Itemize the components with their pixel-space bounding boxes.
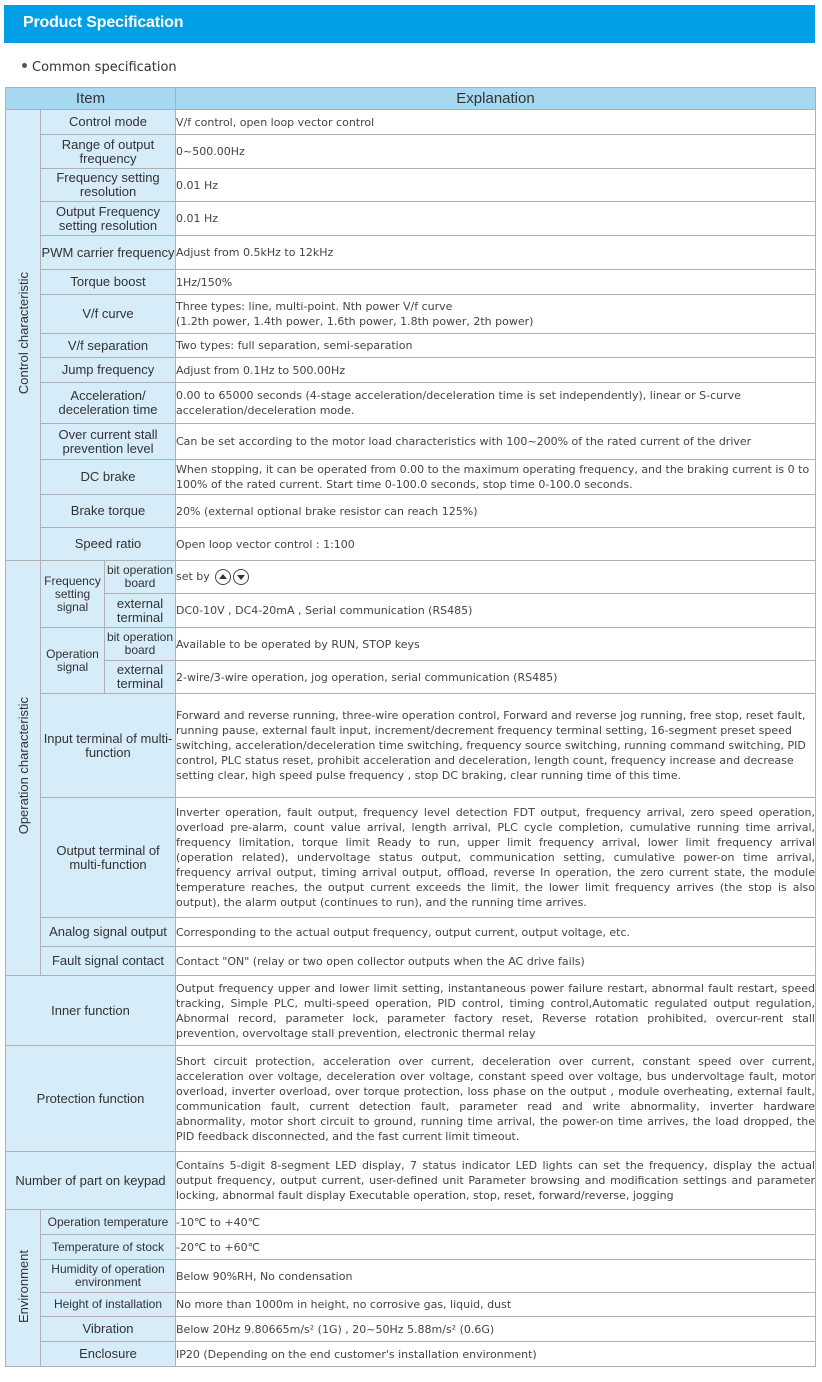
sub-item-label: external terminal <box>105 594 176 628</box>
table-row <box>6 947 816 976</box>
item-label: Jump frequency <box>41 358 176 383</box>
table-row <box>6 661 816 694</box>
table-row <box>6 528 816 561</box>
item-label: Range of output frequency <box>41 135 176 169</box>
item-value: No more than 1000m in height, no corrosive gas, liquid, dust <box>176 1293 816 1317</box>
item-label: Height of installation <box>41 1293 176 1317</box>
table-row <box>6 1046 816 1152</box>
item-label: Frequency setting resolution <box>41 169 176 202</box>
item-value: 2-wire/3-wire operation, jog operation, serial communication (RS485) <box>176 661 816 694</box>
table-row <box>6 594 816 628</box>
item-value: 0.01 Hz <box>176 169 816 202</box>
table-row <box>6 383 816 424</box>
item-label: DC brake <box>41 460 176 495</box>
table-row <box>6 460 816 495</box>
item-value: 0.00 to 65000 seconds (4-stage acceleration/deceleration time is set independently), linear or S-curve acceleration/deceleration mode. <box>176 383 816 424</box>
section-control <box>6 110 41 561</box>
item-value: 0~500.00Hz <box>176 135 816 169</box>
section-banner <box>4 5 815 43</box>
operation-signal-label: Operation signal <box>41 628 105 694</box>
item-label: Humidity of operation environment <box>41 1260 176 1293</box>
item-value: Adjust from 0.1Hz to 500.00Hz <box>176 358 816 383</box>
item-label: Inner function <box>6 976 176 1046</box>
table-row <box>6 358 816 383</box>
table-row <box>6 1235 816 1260</box>
table-row <box>6 270 816 295</box>
specification-table <box>5 87 816 1367</box>
item-value: Open loop vector control : 1:100 <box>176 528 816 561</box>
item-label: Input terminal of multi-function <box>41 694 176 798</box>
item-value: 20% (external optional brake resistor can reach 125%) <box>176 495 816 528</box>
table-row <box>6 1152 816 1210</box>
table-header-row <box>6 88 816 110</box>
table-row <box>6 202 816 236</box>
item-label: Acceleration/ deceleration time <box>41 383 176 424</box>
item-label: Vibration <box>41 1317 176 1342</box>
item-label: V/f curve <box>41 295 176 334</box>
item-label: Protection function <box>6 1046 176 1152</box>
subheading <box>22 60 177 75</box>
table-row <box>6 976 816 1046</box>
item-value: IP20 (Depending on the end customer's installation environment) <box>176 1342 816 1367</box>
table-row <box>6 561 816 594</box>
table-row <box>6 918 816 947</box>
subheading-text: Common specification <box>32 60 177 75</box>
frequency-setting-signal-label: Frequency setting signal <box>41 561 105 628</box>
item-label: Temperature of stock <box>41 1235 176 1260</box>
section-environment <box>6 1210 41 1367</box>
item-value <box>176 561 816 594</box>
sub-item-label: bit operation board <box>105 561 176 594</box>
section-operation <box>6 561 41 976</box>
sub-item-label: bit operation board <box>105 628 176 661</box>
header-explanation: Explanation <box>176 88 816 110</box>
table-row <box>6 1317 816 1342</box>
item-value: 1Hz/150% <box>176 270 816 295</box>
table-row <box>6 424 816 460</box>
table-row <box>6 1260 816 1293</box>
item-value: DC0-10V , DC4-20mA , Serial communication (RS485) <box>176 594 816 628</box>
table-row <box>6 1293 816 1317</box>
table-row <box>6 495 816 528</box>
item-value: Output frequency upper and lower limit setting, instantaneous power failure restart, abnormal fault restart, speed tracking, Simple PLC, multi-speed operation, PID control, timing control,Automatic regulated output regulation, Abnormal record, parameter lock, parameter factory reset, Reverse rotation prohibited, overcur-rent stall prevention, overvoltage stall prevention, electronic thermal relay <box>176 976 816 1046</box>
table-row <box>6 798 816 918</box>
item-value: Two types: full separation, semi-separation <box>176 334 816 358</box>
table-row <box>6 110 816 135</box>
table-row <box>6 236 816 270</box>
item-value: V/f control, open loop vector control <box>176 110 816 135</box>
item-label: Enclosure <box>41 1342 176 1367</box>
table-row <box>6 295 816 334</box>
item-value: 0.01 Hz <box>176 202 816 236</box>
item-label: Analog signal output <box>41 918 176 947</box>
item-label: V/f separation <box>41 334 176 358</box>
banner-title: Product Specification <box>23 14 184 31</box>
item-value: When stopping, it can be operated from 0.00 to the maximum operating frequency, and the braking current is 0 to 100% of the rated current. Start time 0-100.0 seconds, stop time 0-100.0 seconds. <box>176 460 816 495</box>
value-line-2: (1.2th power, 1.4th power, 1.6th power, 1.8th power, 2th power) <box>176 315 534 328</box>
item-label: Output Frequency setting resolution <box>41 202 176 236</box>
item-value: Adjust from 0.5kHz to 12kHz <box>176 236 816 270</box>
bullet-icon <box>22 63 27 68</box>
item-value: Below 20Hz 9.80665m/s² (1G) , 20~50Hz 5.88m/s² (0.6G) <box>176 1317 816 1342</box>
item-value: -20℃ to +60℃ <box>176 1235 816 1260</box>
table-row <box>6 135 816 169</box>
table-row <box>6 1210 816 1235</box>
table-row <box>6 694 816 798</box>
table-row <box>6 628 816 661</box>
up-arrow-key-icon <box>215 569 231 585</box>
item-label: Operation temperature <box>41 1210 176 1235</box>
item-label: Brake torque <box>41 495 176 528</box>
header-item: Item <box>6 88 176 110</box>
item-value: Corresponding to the actual output frequency, output current, output voltage, etc. <box>176 918 816 947</box>
value-line-1: Three types: line, multi-point. Nth power V/f curve <box>176 300 453 313</box>
item-value: -10℃ to +40℃ <box>176 1210 816 1235</box>
item-label: Control mode <box>41 110 176 135</box>
section-label: Environment <box>15 1249 31 1323</box>
item-value: Contact "ON" (relay or two open collector outputs when the AC drive fails) <box>176 947 816 976</box>
item-value: Short circuit protection, acceleration over current, deceleration over current, constant speed over current, acceleration over voltage, deceleration over voltage, constant speed over voltage, bus undervoltage fault, motor overload, inverter overload, over torque protection, loss phase on the output , module overheating, external fault, communication fault, current detection fault, parameter read and write abnormality, inverter hardware abnormality, motor short circuit to ground, running time arrival, the power-on time arrives, the load dropped, the PID feedback disconnected, and the fast current limit timeout. <box>176 1046 816 1152</box>
item-value: Below 90%RH, No condensation <box>176 1260 816 1293</box>
table-row <box>6 169 816 202</box>
item-label: Speed ratio <box>41 528 176 561</box>
down-arrow-key-icon <box>233 569 249 585</box>
item-value: Can be set according to the motor load characteristics with 100~200% of the rated current of the driver <box>176 424 816 460</box>
item-label: Over current stall prevention level <box>41 424 176 460</box>
item-label: PWM carrier frequency <box>41 236 176 270</box>
table-row <box>6 1342 816 1367</box>
item-value: Contains 5-digit 8-segment LED display, 7 status indicator LED lights can set the frequency, display the actual output frequency, output current, user-defined unit Parameter browsing and modification settings and parameter locking, abnormal fault display Executable operation, stop, reset, forward/reverse, jogging <box>176 1152 816 1210</box>
item-value: Forward and reverse running, three-wire operation control, Forward and reverse jog running, free stop, reset fault, running pause, external fault input, increment/decrement frequency terminal setting, 16-segment preset speed switching, acceleration/deceleration time switching, frequency source switching, running command switching, PID control, PLC status reset, prohibit acceleration and deceleration, length count, frequency increase and decrease setting clear, high speed pulse frequency , stop DC braking, clear running time of this time. <box>176 694 816 798</box>
item-value <box>176 295 816 334</box>
item-value: Available to be operated by RUN, STOP keys <box>176 628 816 661</box>
item-value: Inverter operation, fault output, frequency level detection FDT output, frequency arrival, zero speed operation, overload pre-alarm, count value arrival, length arrival, PLC cycle completion, cumulative running time arrival, frequency limitation, torque limit Ready to run, upper limit frequency arrival, lower limit frequency arrival (operation related), undervoltage status output, communication setting, cumulative power-on time arrival, frequency arrival output, timing arrival output, offload, reverse In operation, the zero current state, the module temperature reaches, the output current exceeds the limit, the lower limit frequency arrives (the stop is also output), the alarm output (continues to run), and the running time arrives. <box>176 798 816 918</box>
item-label: Number of part on keypad <box>6 1152 176 1210</box>
item-label: Output terminal of multi-function <box>41 798 176 918</box>
value-text: set by <box>176 570 210 583</box>
table-row <box>6 334 816 358</box>
item-label: Fault signal contact <box>41 947 176 976</box>
sub-item-label: external terminal <box>105 661 176 694</box>
section-label: Operation characteristic <box>15 697 31 835</box>
item-label: Torque boost <box>41 270 176 295</box>
section-label: Control characteristic <box>15 271 31 395</box>
